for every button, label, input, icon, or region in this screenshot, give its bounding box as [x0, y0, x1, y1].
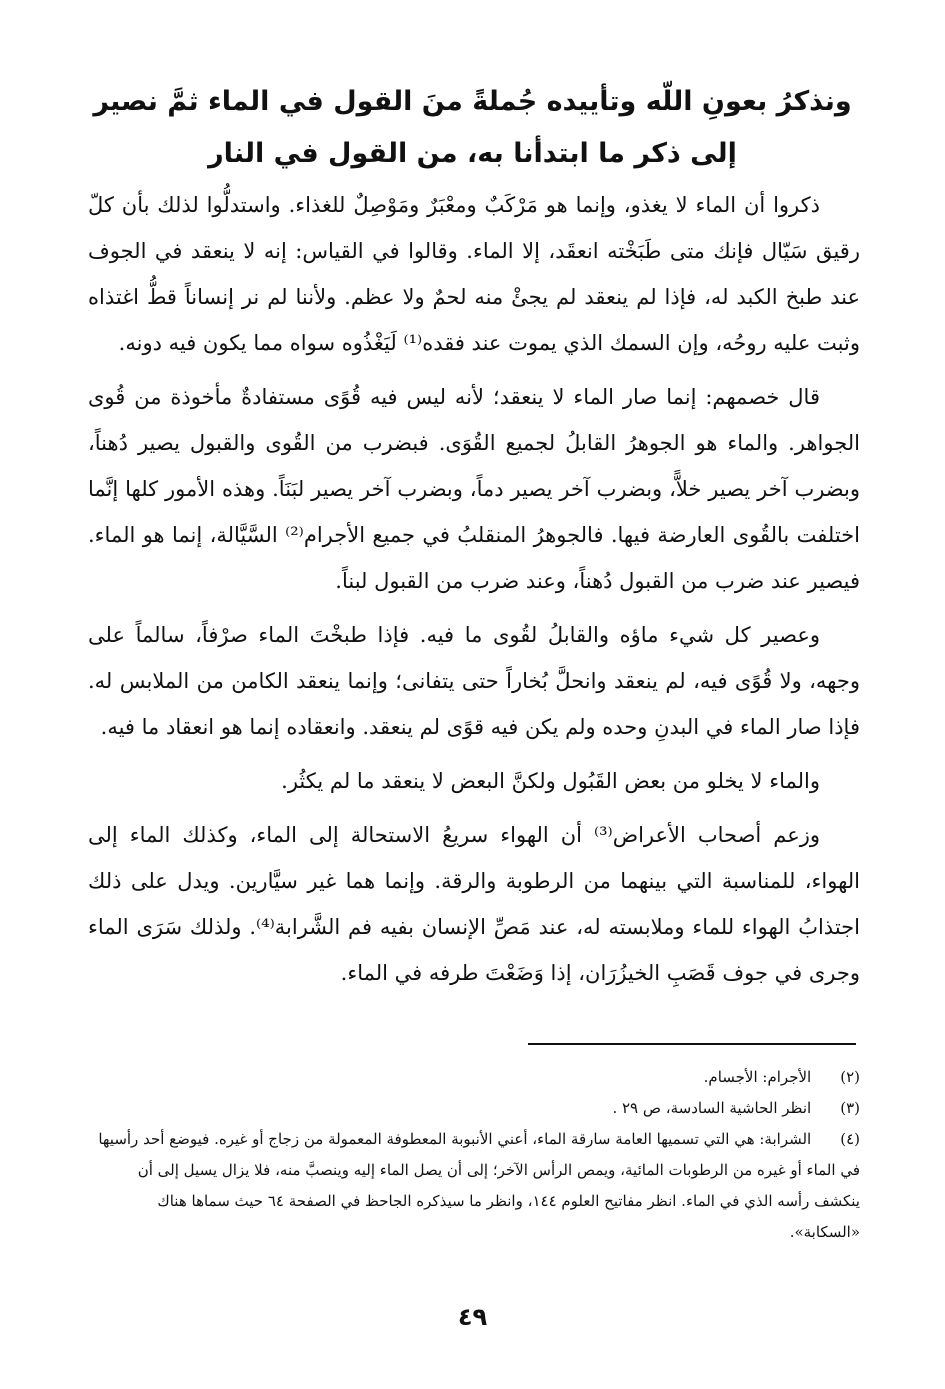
- footnotes: [88, 1062, 860, 1248]
- page-number: ٤٩: [457, 1303, 488, 1331]
- footnote-3: [88, 1093, 860, 1124]
- footnote-number: (٢): [840, 1068, 860, 1086]
- paragraph-2: قال خصمهم: إنما صار الماء لا ينعقد؛ لأنه ليس فيه قُوًى مستفادةٌ مأخوذة من قُوى الجواهر. والماء هو الجوهرُ القابلُ لجميع القُوَى. فبضرب من القُوى والقبول يصير دُهناً، وبضرب آخر يصير خلاًّ، وبضرب آخر يصير دماً، وبضرب آخر يصير لبَنَاً. وهذه الأمور كلها إنَّما اختلفت بالقُوى العارضة فيها. فالجوهرُ المنقلبُ في جميع الأجرام⁽²⁾ السَّيَّالة، إنما هو الماء. فيصير عند ضرب من القبول دُهناً، وعند ضرب من القبول لبناً.: [88, 385, 860, 593]
- footnote-text: الأجرام: الأجسام.: [703, 1068, 812, 1086]
- chapter-heading-line-1: ونذكرُ بعونِ اللّه وتأييده جُملةً منَ القول في الماء ثمَّ نصير: [93, 86, 852, 117]
- paragraph-1: ذكروا أن الماء لا يغذو، وإنما هو مَرْكَبٌ ومعْبَرٌ ومَوْصِلٌ للغذاء. واستدلُّوا لذلك بأن كلّ رقيق سَيّال فإنك متى طَبَخْته انعقَد، إلا الماء. وقالوا في القياس: إنه لا ينعقد في الجوف عند طبخ الكبد له، فإذا لم ينعقد لم يجئْ منه لحمٌ ولا عظم. ولأننا لم نر إنساناً قطُّ اغتذاه وثبت عليه روحُه، وإن السمك الذي يموت عند فقده⁽¹⁾ لَيَغْذُوه سواه مما يكون فيه دونه.: [88, 193, 860, 355]
- footnote-text: الشرابة: هي التي تسميها العامة سارقة الماء، أعني الأنبوبة المعطوفة المعمولة من زجاج أو غيره. فيوضع أحد رأسيها في الماء أو غيره من الرطوبات المائية، ويمص الرأس الآخر؛ إلى أن يصل الماء إليه وينصبَّ منه، فلا يزال يسيل إلى أن ينكشف رأسه الذي في الماء. انظر مفاتيح العلوم ١٤٤، وانظر ما سيذكره الجاحظ في الصفحة ٦٤ حيث سماها هناك «السكابة».: [98, 1130, 860, 1241]
- footnote-separator: [528, 1043, 856, 1045]
- footnote-2: [88, 1062, 860, 1093]
- paragraph-4: والماء لا يخلو من بعض القَبُول ولكنَّ البعض لا ينعقد ما لم يكثُر.: [281, 769, 820, 793]
- body-text: [88, 182, 860, 996]
- paragraph-5: وزعم أصحاب الأعراض⁽³⁾ أن الهواء سريعُ الاستحالة إلى الماء، وكذلك الماء إلى الهواء، للمناسبة التي بينهما من الرطوبة والرقة. وإنما هما غير سيَّارين. ويدل على ذلك اجتذابُ الهواء للماء وملابسته له، عند مَصِّ الإنسان بفيه فم الشَّرابة⁽⁴⁾. ولذلك سَرَى الماء وجرى في جوف قَصَبِ الخيزُرَان، إذا وَضَعْتَ طرفه في الماء.: [88, 823, 860, 985]
- paragraph-3: وعصير كل شيء ماؤه والقابلُ لقُوى ما فيه. فإذا طبخْتَ الماء صرْفاً، سالماً على وجهه، ولا قُوًى فيه، لم ينعقد وانحلَّ بُخاراً حتى يتفانى؛ وإنما ينعقد الكامن من الملابس له. فإذا صار الماء في البدنِ وحده ولم يكن فيه قوًى لم ينعقد. وانعقاده إنما هو انعقاد ما فيه.: [88, 623, 860, 739]
- chapter-heading-line-2: إلى ذكر ما ابتدأنا به، من القول في النار: [208, 138, 737, 169]
- footnote-number: (٣): [840, 1099, 860, 1117]
- footnote-4: [88, 1124, 860, 1248]
- footnote-number: (٤): [840, 1130, 860, 1148]
- footnote-text: انظر الحاشية السادسة، ص ٢٩ .: [612, 1099, 812, 1117]
